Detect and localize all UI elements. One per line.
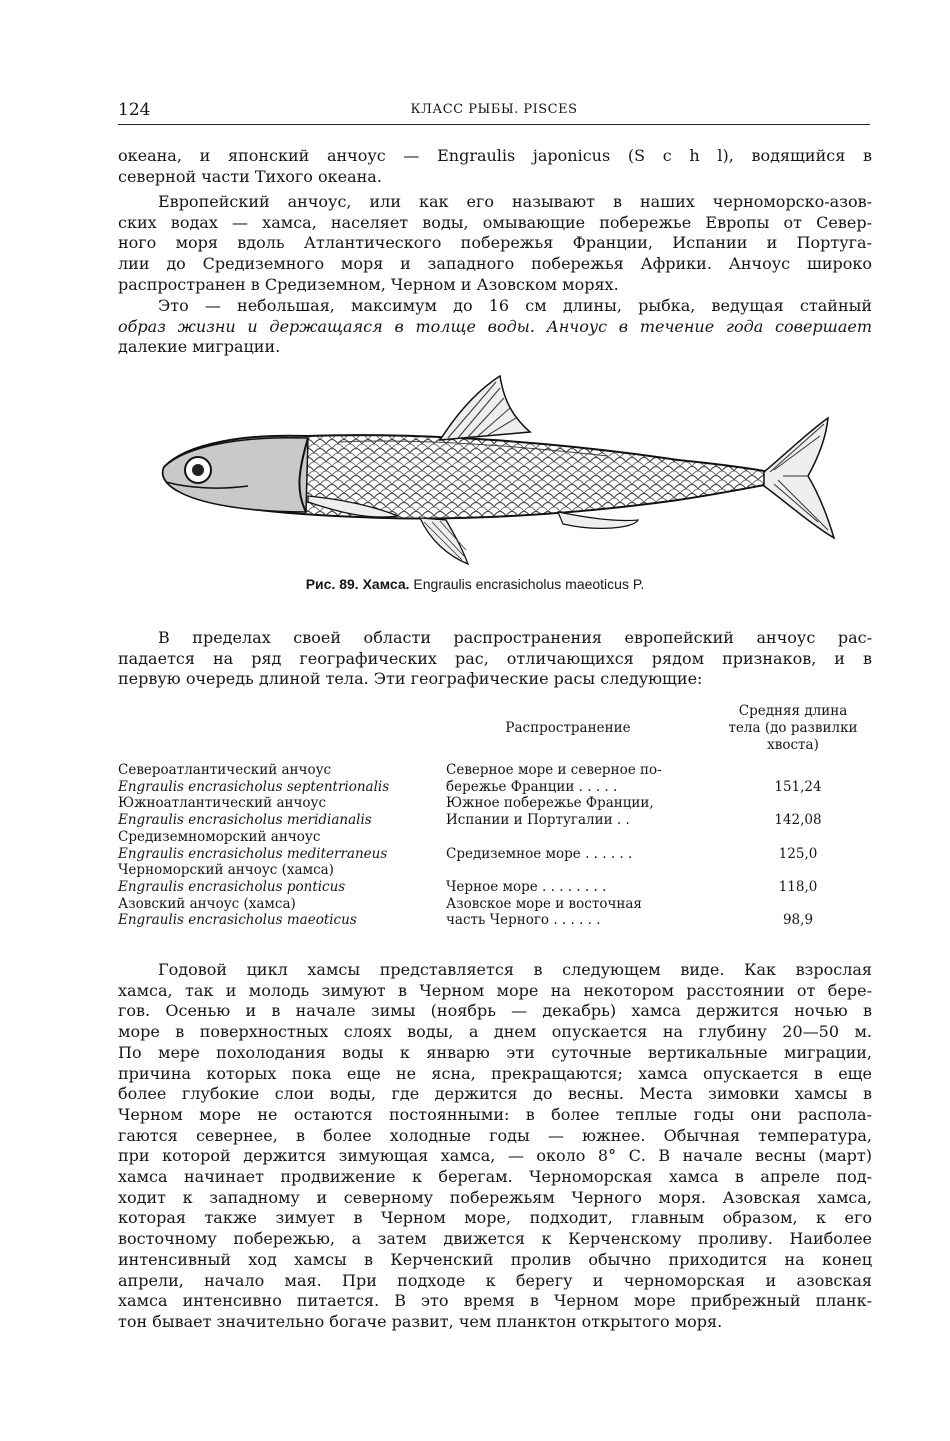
table-row: [118, 829, 878, 846]
distribution-cell: Азовское море и восточная: [446, 895, 642, 912]
table-row: [118, 846, 878, 863]
length-cell: 125,0: [778, 845, 818, 862]
text-line: первую очередь длиной тела. Эти географические расы следующие:: [118, 669, 703, 689]
text-line: хамса, так и молодь зимуют в Черном море на некотором расстоянии от бере-: [118, 980, 872, 1000]
text-line: Годовой цикл хамсы представляется в следующем виде. Как взрослая: [158, 960, 872, 979]
table-row: [118, 912, 878, 929]
race-name-cell: Engraulis encrasicholus mediterraneus: [118, 845, 388, 862]
distribution-cell: Средиземное море . . . . . .: [446, 845, 633, 862]
text-line: более глубокие слои воды, где держится до весны. Места зимовки хамсы в: [118, 1084, 872, 1104]
text-line: далекие миграции.: [118, 337, 281, 357]
text-line: причина которых пока еще не ясна, прекращаются; хамса опускается в еще: [118, 1063, 872, 1083]
distribution-cell: Черное море . . . . . . . .: [446, 878, 607, 895]
header-line: Средняя длина: [738, 703, 848, 719]
race-name-cell: Средиземноморский анчоус: [118, 828, 321, 845]
text-line: распространен в Средиземном, Черном и Азовском морях.: [118, 274, 619, 294]
text-line: хамса начинает продвижение к берегам. Черноморская хамса в апреле под-: [118, 1167, 872, 1187]
text-line: северной части Тихого океана.: [118, 166, 382, 186]
length-cell: 98,9: [782, 912, 814, 929]
table-row: [118, 762, 878, 779]
figure-caption: [0, 576, 950, 592]
table-row: [118, 795, 878, 812]
text-line: Это — небольшая, максимум до 16 см длины, рыбка, ведущая стайный: [158, 296, 872, 315]
text-line: интенсивный ход хамсы в Керченский пролив обычно приходится на конец: [118, 1249, 872, 1269]
race-name-cell: Engraulis encrasicholus septentrionalis: [118, 778, 390, 795]
text-line: тон бывает значительно богаче развит, чем планктон открытого моря.: [118, 1311, 723, 1331]
length-cell: 142,08: [774, 812, 822, 829]
paragraph-3: [118, 296, 872, 358]
length-cell: 151,24: [774, 778, 822, 795]
paragraph-4: [118, 628, 872, 690]
table-row: [118, 862, 878, 879]
text-line: В пределах своей области распространения европейский анчоус рас-: [158, 628, 872, 647]
text-line: гаются севернее, в более холодные годы — южнее. Обычная температура,: [118, 1125, 872, 1145]
race-name-cell: Черноморский анчоус (хамса): [118, 862, 334, 879]
text-line: океана, и японский анчоус — Engraulis japonicus (S c h l), водящийся в: [118, 146, 872, 165]
table-row: [118, 896, 878, 913]
paragraph-2: [118, 192, 872, 296]
dorsal-fin: [440, 376, 530, 440]
text-line: лии до Средиземного моря и западного побережья Африки. Анчоус широко: [118, 254, 872, 274]
distribution-cell: часть Черного . . . . . .: [446, 912, 601, 929]
distribution-cell: Южное побережье Франции,: [446, 795, 654, 812]
text-line: море в поверхностных слоях воды, а днем опускается на глубину 20—50 м.: [118, 1022, 872, 1042]
table-row: [118, 779, 878, 796]
race-name-cell: Engraulis encrasicholus meridianalis: [118, 812, 372, 829]
anchovy-illustration: [158, 372, 838, 572]
table-row: [118, 812, 878, 829]
text-line: Европейский анчоус, или как его называют в наших черноморско-азов-: [158, 192, 872, 211]
text-line: падается на ряд географических рас, отличающихся рядом признаков, и в: [118, 648, 872, 668]
caption-latin: Engraulis encrasicholus maeoticus P.: [413, 576, 645, 592]
race-name-cell: Южноатлантический анчоус: [118, 795, 327, 812]
paragraph-5: [118, 960, 872, 1333]
race-name-cell: Engraulis encrasicholus maeoticus: [118, 912, 357, 929]
text-line: Черном море не остаются постоянными: в более теплые годы они распола-: [118, 1104, 872, 1124]
page-header: [118, 100, 870, 125]
distribution-cell: бережье Франции . . . . .: [446, 778, 618, 795]
text-line: апрели, начало мая. При подходе к берегу и черноморская и азовская: [118, 1270, 872, 1290]
race-name-cell: Engraulis encrasicholus ponticus: [118, 878, 346, 895]
column-header-distribution: Распространение: [505, 720, 631, 736]
text-line: гов. Осенью и в начале зимы (ноябрь — декабрь) хамса держится ночью в: [118, 1001, 872, 1021]
race-name-cell: Азовский анчоус (хамса): [118, 895, 296, 912]
race-name-cell: Североатлантический анчоус: [118, 762, 332, 778]
text-line: хамса интенсивно питается. В это время в Черном море прибрежный планк-: [118, 1291, 872, 1311]
text-line: образ жизни и держащаяся в толще воды. Анчоус в течение года совершает: [118, 316, 872, 336]
pelvic-fin: [420, 518, 468, 564]
table-row: [118, 879, 878, 896]
text-line: По мере похолодания воды к январю эти суточные вертикальные миграции,: [118, 1042, 872, 1062]
text-line: ских водах — хамса, населяет воды, омывающие побережье Европы от Север-: [118, 212, 872, 232]
page-number: 124: [118, 100, 151, 120]
fish-body: [163, 435, 770, 518]
text-line: ходит к западному и северному побережьям Черного моря. Азовская хамса,: [118, 1187, 872, 1207]
anal-fin: [558, 512, 638, 528]
text-line: восточному побережью, а затем движется к Керченскому проливу. Наиболее: [118, 1229, 872, 1249]
distribution-cell: Испании и Португалии . .: [446, 812, 630, 829]
tail-fin: [764, 418, 834, 538]
text-line: которая также зимует в Черном море, подходит, главным образом, к его: [118, 1208, 872, 1228]
header-line: хвоста): [767, 737, 819, 753]
header-line: тела (до развилки: [728, 720, 858, 736]
running-head: КЛАСС РЫБЫ. PISCES: [410, 102, 578, 117]
caption-label: Рис. 89. Хамса.: [305, 576, 410, 592]
text-line: при которой держится зимующая хамса, — около 8° С. В начале весны (март): [118, 1146, 872, 1166]
length-cell: 118,0: [778, 878, 818, 895]
text-line: ного моря вдоль Атлантического побережья Франции, Испании и Португа-: [118, 233, 872, 253]
column-header-length: [708, 703, 878, 754]
distribution-cell: Северное море и северное по-: [446, 762, 662, 778]
paragraph-1: [118, 146, 872, 187]
